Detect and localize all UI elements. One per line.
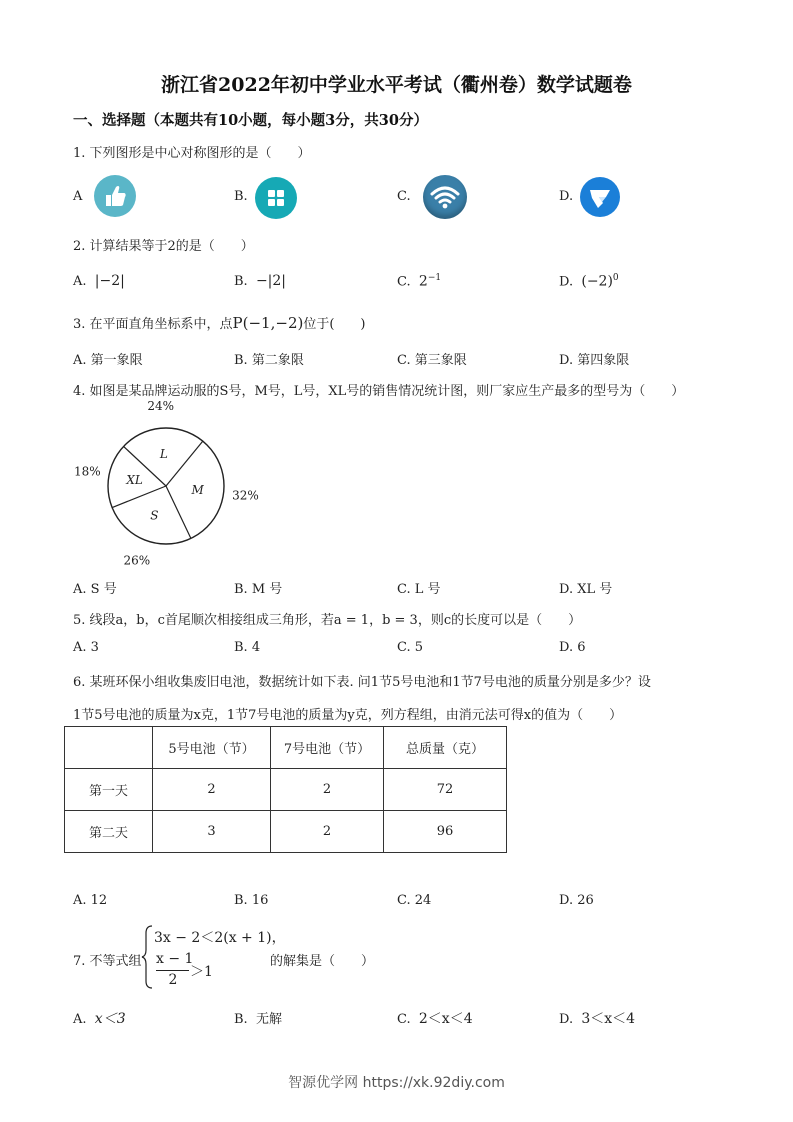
- question-3-stem: [73, 313, 366, 332]
- q3-option-a: A. 第一象限: [73, 353, 143, 368]
- q2-option-b: [234, 273, 286, 289]
- q2-option-c-exponent: −1: [427, 273, 442, 283]
- pie-value-label: 26%: [123, 553, 151, 568]
- pie-slice-boundary: [166, 486, 191, 538]
- q1-option-d-label: D.: [559, 189, 574, 204]
- q4-option-b: B. M 号: [234, 582, 283, 597]
- table-cell: 2: [153, 769, 271, 811]
- footer-watermark: 智源优学网 https://xk.92diy.com: [288, 1075, 505, 1091]
- q2-option-b-label: B.: [234, 274, 248, 289]
- q7-option-a-answer: x＜3: [94, 1011, 126, 1027]
- pie-chart: [60, 400, 280, 570]
- wifi-icon: [423, 175, 467, 219]
- table-row: [65, 811, 507, 853]
- table-cell: 第二天: [65, 811, 153, 853]
- q3-point: P(−1,−2): [232, 314, 304, 332]
- windows-grid-icon: [255, 177, 297, 219]
- q6-option-d: D. 26: [559, 893, 594, 908]
- table-row: [65, 769, 507, 811]
- q2-option-c-expr: 2: [418, 273, 428, 290]
- question-6-line2: 1节5号电池的质量为x克，1节7号电池的质量为y克，列方程组，由消元法可得x的值为（ ）: [73, 708, 623, 723]
- q7-option-c-label: C.: [397, 1012, 411, 1027]
- pie-value-label: 32%: [232, 488, 259, 503]
- q1-option-c-label: C.: [397, 189, 411, 204]
- q5-option-b: B. 4: [234, 640, 261, 655]
- question-4-stem: 4. 如图是某品牌运动服的S号，M号，L号，XL号的销售情况统计图，则厂家应生产最多的型号为（ ）: [73, 384, 685, 399]
- page-title: 浙江省2022年初中学业水平考试（衢州卷）数学试题卷: [161, 74, 632, 96]
- q7-option-c-answer: 2＜x＜4: [418, 1011, 473, 1027]
- q2-option-b-expr: −|2|: [255, 273, 287, 289]
- section-heading: 一、选择题（本题共有10小题，每小题3分，共30分）: [73, 112, 428, 129]
- q3-option-c: C. 第三象限: [397, 353, 467, 368]
- q7-option-a-label: A.: [73, 1012, 87, 1027]
- q7-option-b-label: B.: [234, 1012, 248, 1027]
- table-header-cell: [65, 727, 153, 769]
- q7-inequality-2-rhs: ＞1: [190, 964, 213, 980]
- table-header-cell: 5号电池（节）: [153, 727, 271, 769]
- q7-option-c: [397, 1008, 473, 1028]
- q2-option-c: [397, 273, 441, 289]
- question-7-prefix: 7. 不等式组: [73, 954, 142, 969]
- q3-stem-suffix: 位于( ): [303, 317, 366, 332]
- q1-option-a-label: A: [73, 189, 83, 204]
- q7-option-b: [234, 1008, 282, 1027]
- q5-option-d: D. 6: [559, 640, 586, 655]
- q4-option-c: C. L 号: [397, 582, 441, 597]
- q7-fraction-denominator: 2: [168, 972, 178, 988]
- table-cell: 第一天: [65, 769, 153, 811]
- feather-swallow-icon: [580, 177, 620, 217]
- question-2-stem: 2. 计算结果等于2的是（ ）: [73, 239, 254, 254]
- pie-slice-boundary: [166, 441, 203, 486]
- q3-stem-prefix: 3. 在平面直角坐标系中，点: [73, 317, 233, 332]
- q2-option-a: [73, 273, 125, 289]
- question-1-stem: 1. 下列图形是中心对称图形的是（ ）: [73, 146, 311, 161]
- question-5-stem: 5. 线段a，b，c首尾顺次相接组成三角形，若a = 1，b = 3，则c的长度可以是（ ）: [73, 613, 582, 628]
- q6-option-c: C. 24: [397, 893, 432, 908]
- q7-option-d: [559, 1008, 635, 1028]
- table-header-cell: 总质量（克）: [384, 727, 507, 769]
- pie-slice-label: L: [159, 447, 168, 462]
- q5-option-c: C. 5: [397, 640, 424, 655]
- table-cell: 72: [384, 769, 507, 811]
- q7-option-d-answer: 3＜x＜4: [581, 1011, 636, 1027]
- q5-option-a: A. 3: [73, 640, 99, 655]
- table-header-row: [65, 727, 507, 769]
- q3-option-b: B. 第二象限: [234, 353, 304, 368]
- system-brace: [140, 924, 154, 990]
- q1-option-b-label: B.: [234, 189, 248, 204]
- q7-option-b-answer: 无解: [255, 1012, 282, 1027]
- fraction-bar: [156, 970, 189, 971]
- q2-option-a-label: A.: [73, 274, 87, 289]
- q2-option-c-label: C.: [397, 274, 411, 290]
- q6-option-b: B. 16: [234, 893, 269, 908]
- table-cell: 96: [384, 811, 507, 853]
- pie-slice-label: XL: [126, 473, 143, 488]
- q2-option-d-exponent: 0: [612, 273, 619, 283]
- q4-option-d: D. XL 号: [559, 582, 613, 597]
- q2-option-d-label: D.: [559, 274, 574, 290]
- table-header-cell: 7号电池（节）: [271, 727, 384, 769]
- question-6-line1: 6. 某班环保小组收集废旧电池，数据统计如下表. 问1节5号电池和1节7号电池的质量分别是多少？设: [73, 675, 651, 690]
- q7-inequality-1: 3x − 2＜2(x + 1)，: [154, 930, 286, 946]
- table-cell: 2: [271, 769, 384, 811]
- pie-slice-boundary: [112, 486, 166, 508]
- question-7-suffix: 的解集是（ ）: [270, 954, 375, 969]
- q6-option-a: A. 12: [73, 893, 108, 908]
- q4-option-a: A. S 号: [73, 582, 117, 597]
- pie-slice-label: M: [191, 482, 204, 497]
- q2-option-d-expr: (−2): [581, 273, 613, 290]
- table-cell: 3: [153, 811, 271, 853]
- table-cell: 2: [271, 811, 384, 853]
- q3-option-d: D. 第四象限: [559, 353, 630, 368]
- q7-option-d-label: D.: [559, 1012, 574, 1027]
- q7-option-a: [73, 1008, 126, 1028]
- pie-value-label: 24%: [147, 400, 175, 414]
- q7-fraction-numerator: x − 1: [156, 951, 194, 967]
- thumbs-up-icon: [94, 175, 136, 217]
- pie-slice-label: S: [150, 508, 159, 523]
- q2-option-d: [559, 273, 619, 289]
- pie-value-label: 18%: [74, 464, 101, 479]
- battery-table: [64, 726, 507, 853]
- q2-option-a-expr: |−2|: [94, 273, 125, 289]
